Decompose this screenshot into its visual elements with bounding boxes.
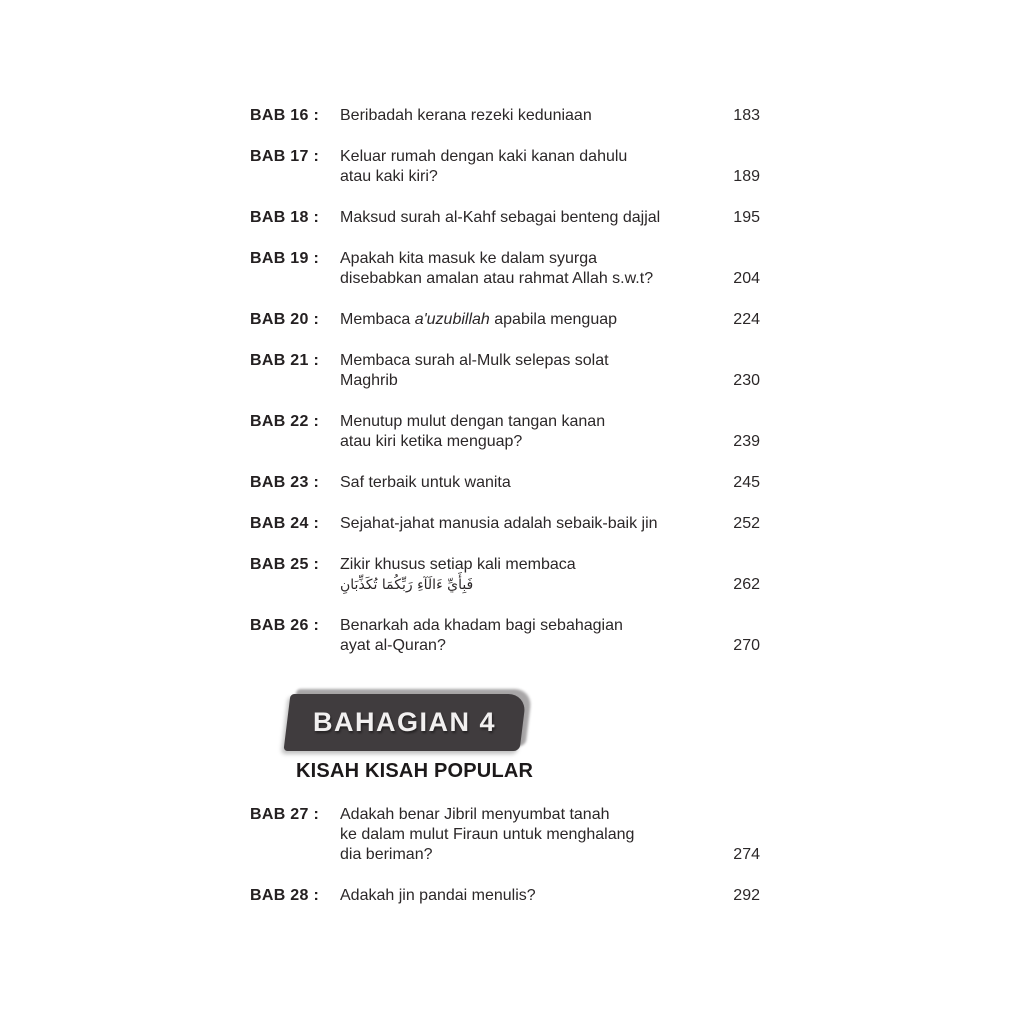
toc-entry-page-number: 195 [733,209,760,226]
toc-entry-title-line [340,616,712,636]
toc-entry-label: BAB 22 : [250,413,320,430]
toc-entry-page-number: 183 [733,107,760,124]
toc-entry-title-line [340,249,712,269]
toc-entry [250,249,760,289]
toc-entry [250,412,760,452]
toc-entry-page-number: 262 [733,576,760,593]
toc-entry-title-line [340,412,712,432]
toc-entry-title-line [340,351,712,371]
toc-entry-title-line [340,147,712,167]
toc-entry-label: BAB 16 : [250,107,320,124]
toc-entry-label: BAB 24 : [250,515,320,532]
toc-title-segment: ke dalam mulut Firaun untuk menghalang [340,826,635,843]
toc-entry [250,208,760,228]
toc-entry-title [340,616,712,656]
toc-entry-title-line [340,555,712,575]
toc-entry-label: BAB 20 : [250,311,320,328]
toc-title-segment: Benarkah ada khadam bagi sebahagian [340,617,623,634]
table-of-contents [250,106,760,927]
toc-title-segment: Apakah kita masuk ke dalam syurga [340,250,598,267]
toc-entry-title-line [340,514,712,534]
toc-title-segment: a'uzubillah [414,311,490,328]
section-banner-label: BAHAGIAN 4 [313,707,497,737]
toc-entry-title-line [340,473,712,493]
toc-entry-title-line [340,310,712,330]
toc-entry-title-line [340,432,712,452]
toc-entry-page-number: 245 [733,474,760,491]
toc-entry-label: BAB 18 : [250,209,320,226]
toc-entry-title [340,351,712,391]
toc-entry-title-line [340,636,712,656]
toc-entry-title [340,473,712,493]
toc-title-segment: Zikir khusus setiap kali membaca [340,556,576,573]
toc-title-segment: Menutup mulut dengan tangan kanan [340,413,606,430]
toc-entry-page-number: 239 [733,433,760,450]
toc-title-segment: dia beriman? [340,846,433,863]
toc-title-segment: Membaca surah al-Mulk selepas solat [340,352,609,369]
toc-title-segment: Membaca [340,311,415,328]
toc-entry-label: BAB 17 : [250,148,320,165]
section-banner [287,694,523,751]
toc-title-segment: Sejahat-jahat manusia adalah sebaik-baik jin [340,515,658,532]
toc-entry-page-number: 204 [733,270,760,287]
toc-entry-label: BAB 23 : [250,474,320,491]
toc-entry-title-line [340,208,712,228]
toc-title-segment: atau kiri ketika menguap? [340,433,523,450]
toc-entry-label: BAB 19 : [250,250,320,267]
toc-entry-title-line [340,269,712,289]
toc-entry-page-number: 230 [733,372,760,389]
toc-entry [250,310,760,330]
toc-entry [250,351,760,391]
toc-entry-title [340,805,712,865]
toc-title-segment: Keluar rumah dengan kaki kanan dahulu [340,148,628,165]
toc-title-segment: ayat al-Quran? [340,637,446,654]
toc-list-top [250,106,760,656]
toc-title-segment: Adakah benar Jibril menyumbat tanah [340,806,610,823]
toc-entry-title-line [340,371,712,391]
toc-entry-title-line [340,167,712,187]
toc-entry-title [340,412,712,452]
section-header [250,694,760,783]
toc-entry-title-line [340,886,712,906]
toc-title-segment: apabila menguap [489,311,618,328]
toc-entry [250,805,760,865]
toc-title-segment: فَبِأَيِّ ءَالَآءِ رَبِّكُمَا تُكَذِّبَانِ [340,577,474,593]
toc-entry-title-line [340,825,712,845]
toc-entry-label: BAB 21 : [250,352,320,369]
toc-entry-title-line [340,575,712,595]
toc-title-segment: Beribadah kerana rezeki keduniaan [340,107,592,124]
toc-entry-page-number: 252 [733,515,760,532]
toc-list-bottom [250,805,760,906]
toc-title-segment: disebabkan amalan atau rahmat Allah s.w.t? [340,270,654,287]
toc-entry-label: BAB 28 : [250,887,320,904]
section-subtitle: KISAH KISAH POPULAR [296,760,534,782]
toc-entry-label: BAB 26 : [250,617,320,634]
toc-entry-title [340,310,712,330]
toc-entry-title [340,249,712,289]
toc-title-segment: Adakah jin pandai menulis? [340,887,536,904]
toc-title-segment: Saf terbaik untuk wanita [340,474,511,491]
toc-entry [250,473,760,493]
toc-entry-page-number: 270 [733,637,760,654]
toc-entry-title [340,555,712,595]
toc-entry [250,886,760,906]
toc-entry-title [340,514,712,534]
toc-title-segment: Maksud surah al-Kahf sebagai benteng dajjal [340,209,661,226]
toc-entry-page-number: 189 [733,168,760,185]
toc-entry [250,616,760,656]
toc-entry-title [340,208,712,228]
toc-entry-title-line [340,805,712,825]
section-banner-plate [284,694,527,751]
toc-title-segment: atau kaki kiri? [340,168,438,185]
toc-entry-title [340,147,712,187]
toc-entry-page-number: 224 [733,311,760,328]
toc-entry-title-line [340,106,712,126]
toc-entry-title-line [340,845,712,865]
toc-entry [250,555,760,595]
toc-entry [250,147,760,187]
toc-entry-page-number: 292 [733,887,760,904]
toc-entry [250,106,760,126]
toc-entry-title [340,106,712,126]
toc-entry [250,514,760,534]
toc-entry-label: BAB 27 : [250,806,320,823]
toc-title-segment: Maghrib [340,372,398,389]
toc-entry-label: BAB 25 : [250,556,320,573]
toc-entry-title [340,886,712,906]
toc-entry-page-number: 274 [733,846,760,863]
